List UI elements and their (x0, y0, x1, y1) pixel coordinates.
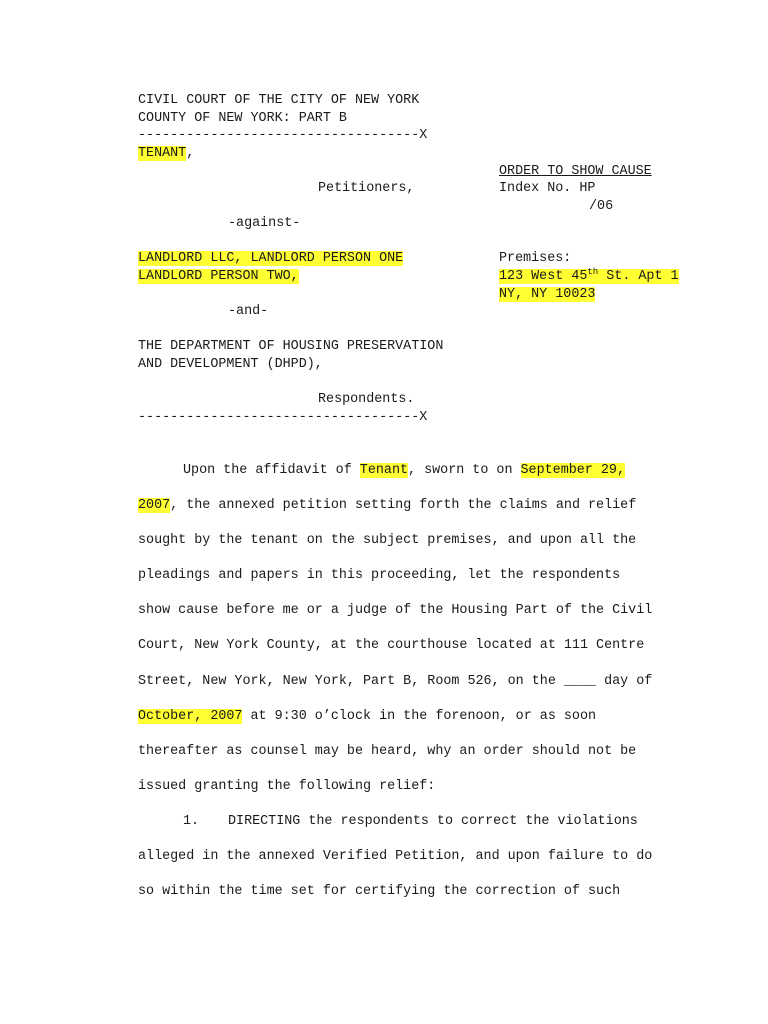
petitioner-name-line (138, 145, 194, 163)
document-title: ORDER TO SHOW CAUSE (499, 164, 652, 179)
item-1-number: 1. (183, 814, 200, 829)
body-line-12: alleged in the annexed Verified Petition, and upon failure to do (138, 849, 653, 864)
sworn-year: 2007 (138, 498, 171, 513)
body-line-8: October, 2007 at 9:30 o’clock in the forenoon, or as soon (138, 709, 597, 724)
petitioner-name: TENANT (138, 146, 187, 161)
petitioners-label: Petitioners, (318, 181, 415, 196)
against-label: -against- (228, 216, 301, 231)
index-suffix: /06 (589, 199, 614, 214)
body-line-6: Court, New York County, at the courthouse located at 111 Centre (138, 638, 645, 653)
agency-line1: THE DEPARTMENT OF HOUSING PRESERVATION (138, 339, 444, 354)
court-name-line2: COUNTY OF NEW YORK: PART B (138, 111, 347, 126)
sworn-date: September 29, (520, 463, 625, 478)
premises-address-line2: NY, NY 10023 (499, 287, 596, 302)
respondent-line1: LANDLORD LLC, LANDLORD PERSON ONE (138, 251, 404, 266)
body-line-1: Upon the affidavit of Tenant, sworn to on September 29, (183, 463, 625, 478)
court-name-line1: CIVIL COURT OF THE CITY OF NEW YORK (138, 93, 420, 108)
tenant-highlight: Tenant (359, 463, 409, 478)
petitioner-comma: , (186, 146, 195, 161)
body-line-5: show cause before me or a judge of the Housing Part of the Civil (138, 603, 653, 618)
index-number: Index No. HP (499, 181, 596, 196)
premises-address-line1: 123 West 45th St. Apt 1 (499, 267, 679, 284)
premises-label: Premises: (499, 251, 572, 266)
body-line-2: 2007, the annexed petition setting forth the claims and relief (138, 498, 637, 513)
body-line-7: Street, New York, New York, Part B, Room 526, on the ____ day of (138, 674, 653, 689)
body-line-9: thereafter as counsel may be heard, why an order should not be (138, 744, 637, 759)
body-line-13: so within the time set for certifying the correction of such (138, 884, 621, 899)
respondents-label: Respondents. (318, 392, 415, 407)
agency-line2: AND DEVELOPMENT (DHPD), (138, 357, 323, 372)
body-line-3: sought by the tenant on the subject premises, and upon all the (138, 533, 637, 548)
caption-divider-bottom: -----------------------------------X (138, 410, 428, 425)
item-1-text: DIRECTING the respondents to correct the violations (228, 814, 638, 829)
and-label: -and- (228, 304, 269, 319)
body-line-4: pleadings and papers in this proceeding, let the respondents (138, 568, 621, 583)
body-line-10: issued granting the following relief: (138, 779, 436, 794)
hearing-date: October, 2007 (138, 709, 243, 724)
caption-divider-top: -----------------------------------X (138, 128, 428, 143)
respondent-line2: LANDLORD PERSON TWO, (138, 269, 299, 284)
